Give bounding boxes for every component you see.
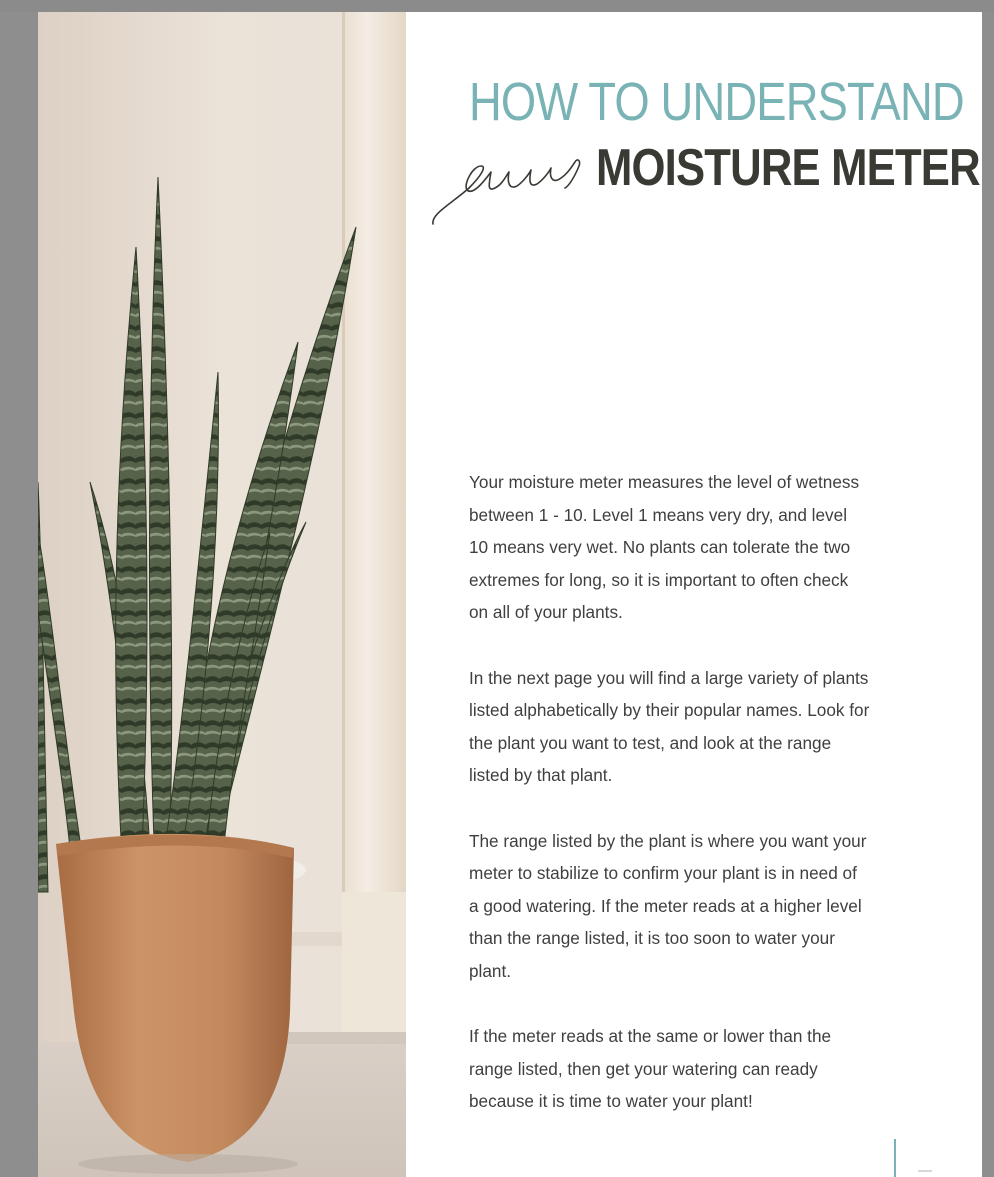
- snake-plant-photo: [38, 12, 406, 1177]
- paragraph-2: In the next page you will find a large variety of plants listed alphabetically by their popular names. Look for the plant you want to test, and look at the range listed by that plant.: [469, 667, 870, 786]
- title-line-2: MOISTURE METER: [596, 139, 980, 197]
- body-text: [469, 466, 939, 1150]
- title-line-1: HOW TO UNDERSTAND: [469, 72, 964, 132]
- document-page: [38, 12, 982, 1177]
- viewer-top-strip: [0, 0, 994, 12]
- accent-divider-line: [894, 1139, 896, 1177]
- paragraph-4: If the meter reads at the same or lower than the range listed, then get your watering can ready because it is time to water your plant!: [469, 1026, 832, 1112]
- paragraph-1: Your moisture meter measures the level of wetness between 1 - 10. Level 1 means very dry, and level 10 means very wet. No plants can tolerate the two extremes for long, so it is important to often check on all of your plants.: [469, 472, 860, 623]
- page-corner-mark: [918, 1170, 932, 1177]
- paragraph-3: The range listed by the plant is where you want your meter to stabilize to confirm your plant is in need of a good watering. If the meter reads at a higher level than the range listed, it is too soon to water your plant.: [469, 830, 867, 981]
- script-your-word: [429, 144, 589, 228]
- page-heading: [433, 72, 980, 244]
